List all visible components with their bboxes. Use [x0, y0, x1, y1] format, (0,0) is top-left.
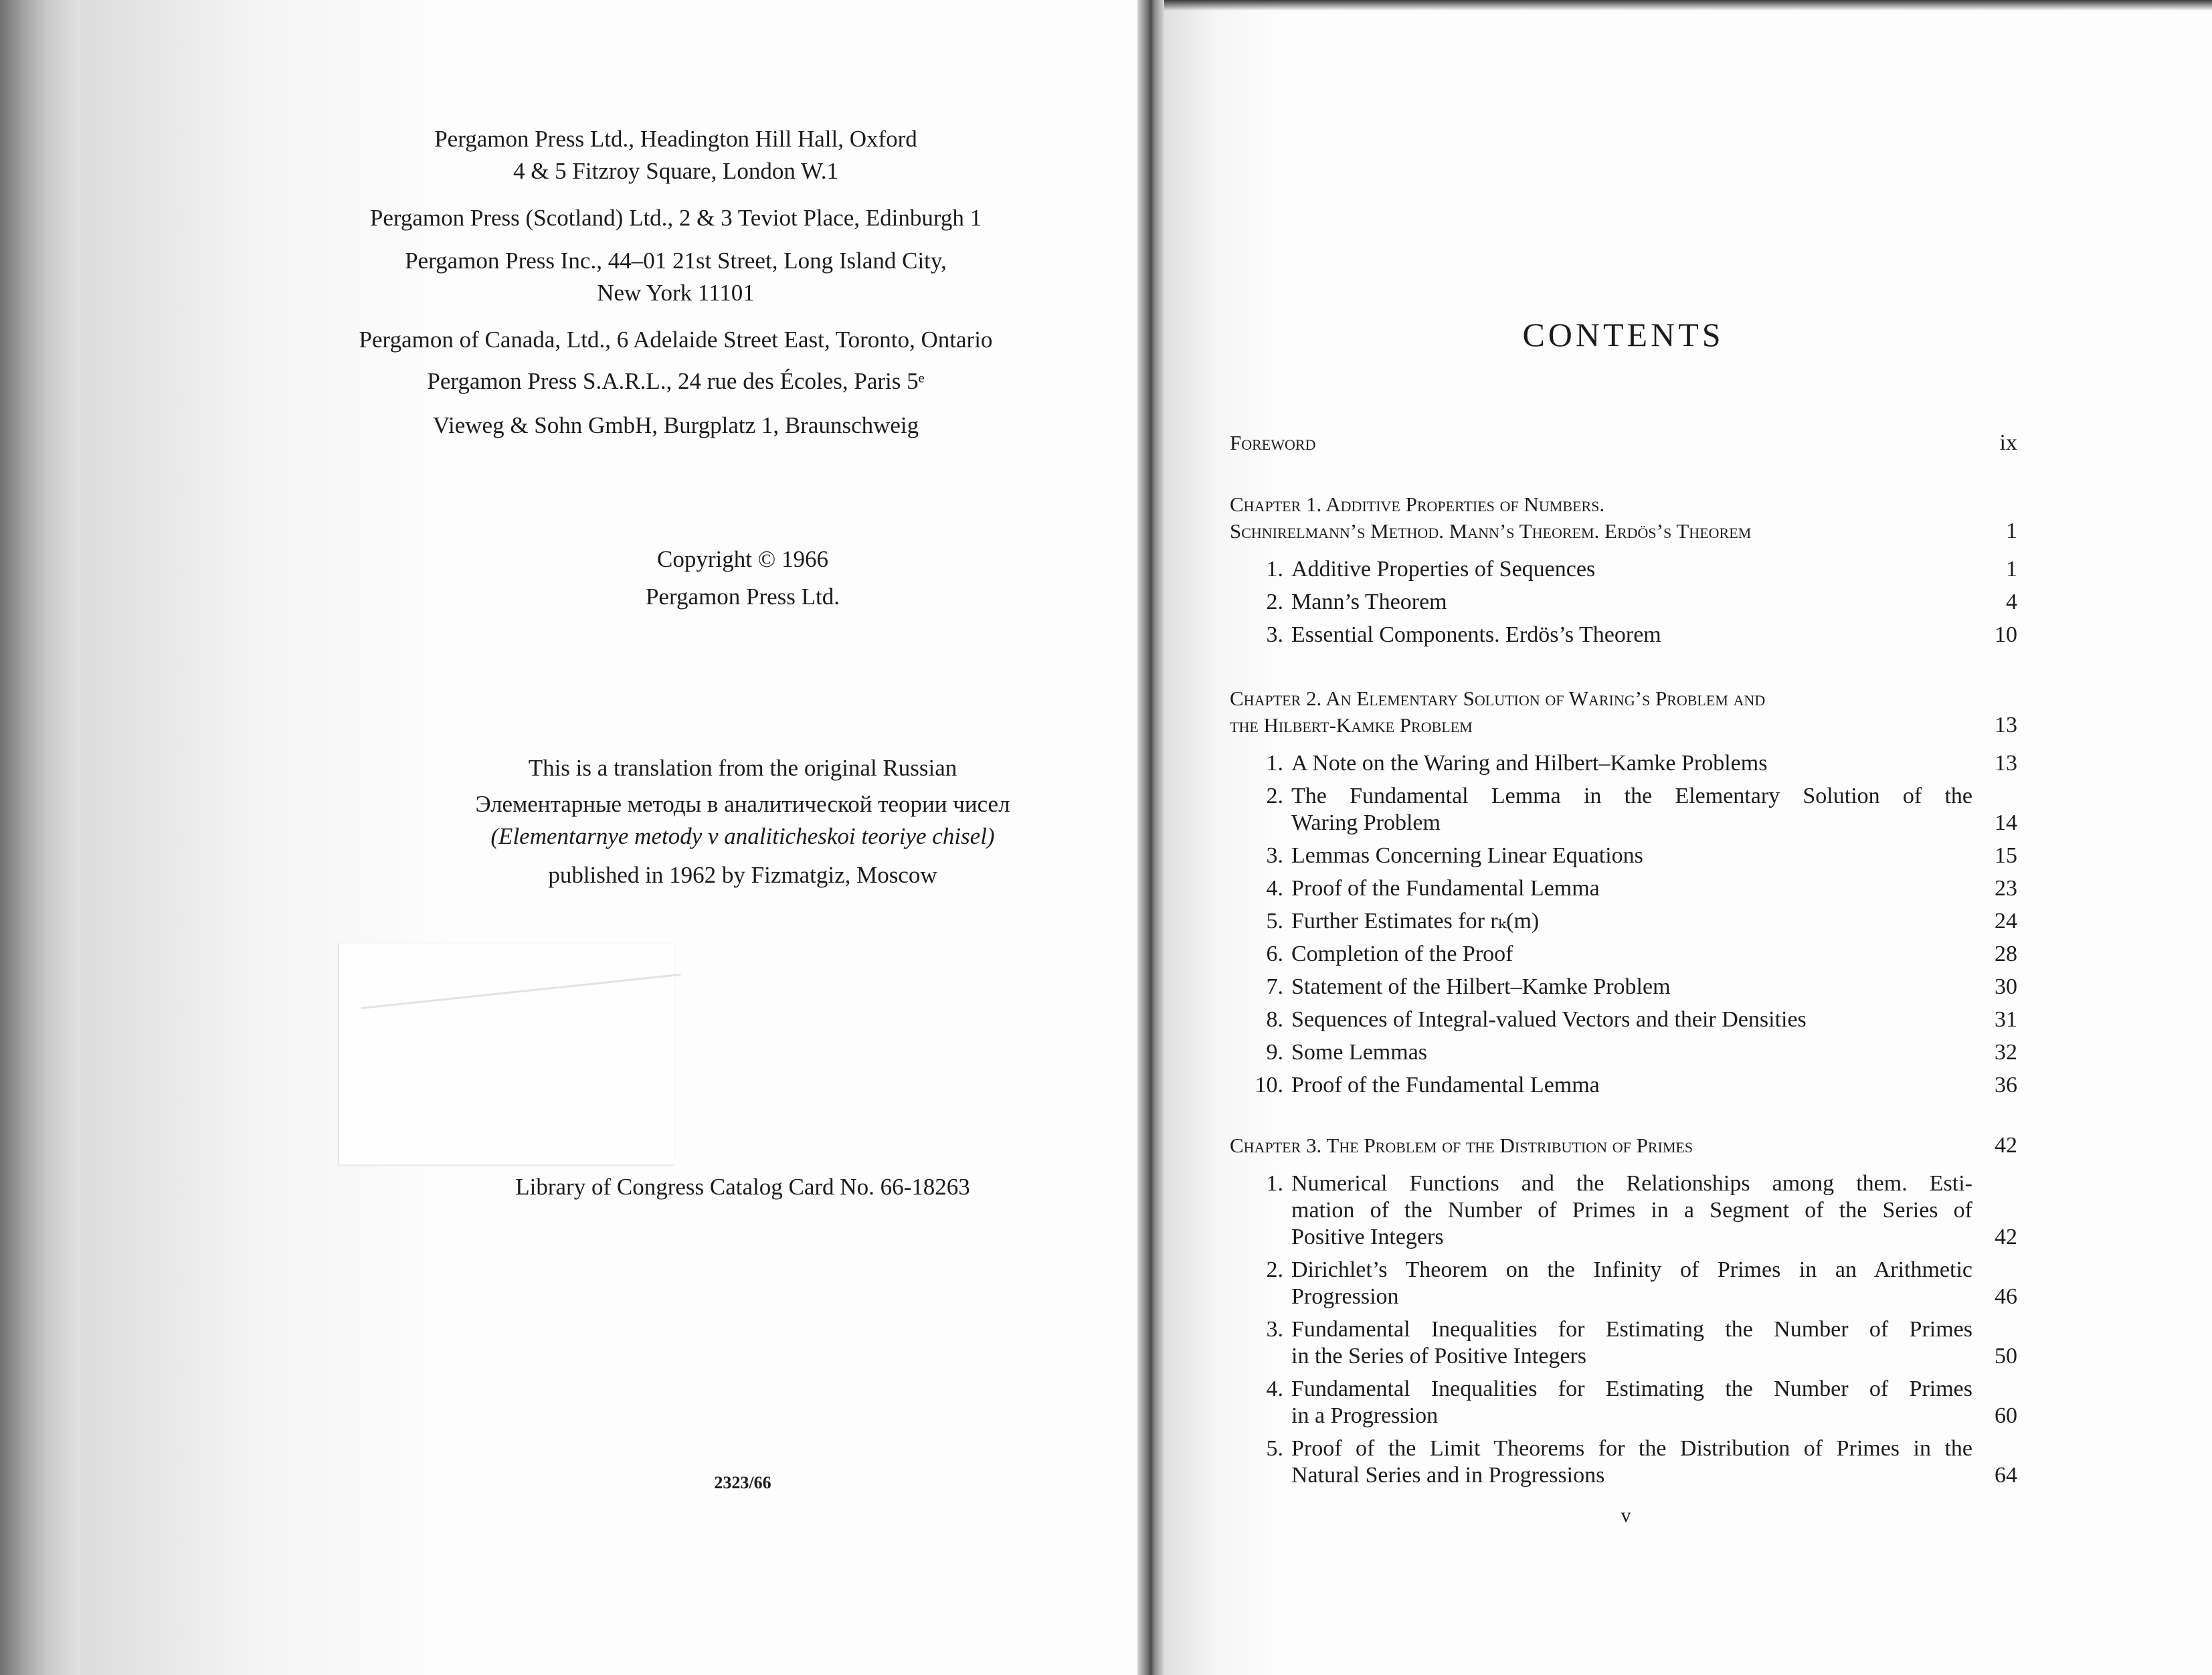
toc-section: [1230, 1072, 1972, 1099]
print-code: 2323/66: [714, 1473, 771, 1492]
section-number: 5.: [1266, 909, 1283, 934]
section-number: 2.: [1266, 590, 1283, 614]
section-number: 3.: [1266, 1317, 1283, 1342]
section-number: 1.: [1266, 1171, 1283, 1196]
section-title-line: Additive Properties of Sequences: [1291, 557, 1596, 582]
section-title-line: Dirichlet’s Theorem on the Infinity of Primes in an Arithmetic: [1291, 1257, 1972, 1282]
publisher-line: Pergamon Press Inc., 44–01 21st Street, Long Island City,: [405, 248, 947, 274]
section-number: 2.: [1266, 784, 1283, 808]
section-page: 46: [1995, 1284, 2017, 1309]
section-title-line: mation of the Number of Primes in a Segment of the Series of: [1291, 1198, 1972, 1223]
section-number: 7.: [1266, 974, 1283, 999]
toc-section: [1230, 1039, 1972, 1066]
toc-section: [1230, 750, 1972, 777]
section-title-line: Positive Integers: [1291, 1225, 1444, 1249]
original-publication: published in 1962 by Fizmatgiz, Moscow: [548, 862, 937, 888]
transliterated-title: (Elementarnye metody v analiticheskoi teoriye chisel): [490, 823, 995, 849]
chapter-heading: Chapter 1. Additive Properties of Numbers.: [1230, 493, 1605, 516]
copyright-line: Copyright © 1966: [656, 546, 829, 572]
foreword-label: Foreword: [1230, 431, 1316, 454]
section-title-line: in the Series of Positive Integers: [1291, 1344, 1586, 1369]
toc-section: [1230, 974, 1972, 1000]
section-page: 14: [1995, 810, 2017, 835]
chapter-page: 42: [1995, 1133, 2017, 1158]
section-number: 3.: [1266, 843, 1283, 868]
section-number: 2.: [1266, 1257, 1283, 1282]
foreword-page: ix: [1999, 430, 2017, 455]
page-edge-shadow: [1164, 0, 2212, 11]
toc-section: [1230, 875, 1972, 902]
section-title-line: Waring Problem: [1291, 810, 1441, 835]
toc-section: [1230, 556, 1972, 583]
section-title-line: Proof of the Fundamental Lemma: [1291, 876, 1600, 901]
toc-section: [1230, 1170, 1972, 1251]
section-number: 10.: [1255, 1073, 1283, 1097]
publisher-line: 4 & 5 Fitzroy Square, London W.1: [513, 158, 839, 184]
publisher-line: Pergamon Press Ltd., Headington Hill Hall, Oxford: [434, 126, 917, 152]
section-number: 8.: [1266, 1007, 1283, 1032]
section-number: 4.: [1266, 876, 1283, 901]
toc-section: [1230, 589, 1972, 616]
section-number: 1.: [1266, 751, 1283, 776]
section-number: 5.: [1266, 1436, 1283, 1461]
toc-section: [1230, 783, 1972, 836]
publisher-line: Pergamon Press (Scotland) Ltd., 2 & 3 Teviot Place, Edinburgh 1: [369, 205, 982, 231]
toc-section: [1230, 1316, 1972, 1370]
publisher-line: New York 11101: [597, 280, 755, 306]
section-title-line: Natural Series and in Progressions: [1291, 1463, 1605, 1488]
section-title-line: in a Progression: [1291, 1403, 1439, 1428]
chapter-page: 1: [2006, 519, 2017, 543]
section-page: 13: [1995, 751, 2017, 776]
section-title-line: Fundamental Inequalities for Estimating the Number of Primes: [1291, 1317, 1972, 1342]
section-title-line: A Note on the Waring and Hilbert–Kamke Problems: [1291, 751, 1768, 776]
toc-section: [1230, 941, 1972, 968]
catalog-card-number: Library of Congress Catalog Card No. 66-18263: [515, 1174, 970, 1200]
book-spine-edge: [0, 0, 80, 1675]
section-page: 30: [1995, 974, 2017, 999]
contents-title: CONTENTS: [1522, 316, 1724, 353]
paper-scrap: [338, 944, 674, 1166]
section-page: 64: [1995, 1463, 2017, 1488]
toc-section: [1230, 1435, 1972, 1489]
section-title-line: Mann’s Theorem: [1291, 590, 1447, 614]
section-page: 24: [1995, 909, 2017, 934]
section-page: 42: [1995, 1225, 2017, 1249]
section-title-line: Proof of the Limit Theorems for the Distribution of Primes in the: [1291, 1436, 1972, 1461]
section-number: 9.: [1266, 1040, 1283, 1065]
section-title-line: Progression: [1291, 1284, 1399, 1309]
toc-section: [1230, 908, 1972, 935]
section-title-line: The Fundamental Lemma in the Elementary Solution of the: [1291, 784, 1972, 808]
section-title-line: Essential Components. Erdös’s Theorem: [1291, 622, 1661, 647]
section-title-line: Sequences of Integral-valued Vectors and their Densities: [1291, 1007, 1807, 1032]
toc-section: [1230, 1006, 1972, 1033]
section-page: 15: [1995, 843, 2017, 868]
toc-section: [1230, 1376, 1972, 1429]
chapter-heading: Chapter 2. An Elementary Solution of Waring’s Problem and: [1230, 687, 1766, 710]
section-number: 4.: [1266, 1377, 1283, 1401]
section-number: 1.: [1266, 557, 1283, 582]
section-number: 3.: [1266, 622, 1283, 647]
section-page: 4: [2006, 590, 2017, 614]
copyright-holder: Pergamon Press Ltd.: [645, 584, 840, 610]
section-title-line: Numerical Functions and the Relationships among them. Esti-: [1291, 1171, 1972, 1196]
chapter-heading: Schnirelmann’s Method. Mann’s Theorem. Erdös’s Theorem: [1230, 519, 1752, 543]
section-title-line: Lemmas Concerning Linear Equations: [1291, 843, 1643, 868]
section-title-line: Completion of the Proof: [1291, 942, 1513, 966]
chapter-page: 13: [1995, 713, 2017, 737]
section-title-line: Statement of the Hilbert–Kamke Problem: [1291, 974, 1671, 999]
section-page: 23: [1995, 876, 2017, 901]
toc-section: [1230, 1257, 1972, 1310]
section-page: 1: [2006, 557, 2017, 582]
translation-note: This is a translation from the original Russian: [528, 755, 957, 781]
section-page: 31: [1995, 1007, 2017, 1032]
section-page: 36: [1995, 1073, 2017, 1097]
chapter-heading: Chapter 3. The Problem of the Distribution of Primes: [1230, 1134, 1693, 1157]
section-page: 10: [1995, 622, 2017, 647]
section-page: 28: [1995, 942, 2017, 966]
section-title-line: Proof of the Fundamental Lemma: [1291, 1073, 1600, 1097]
publisher-line: Pergamon Press S.A.R.L., 24 rue des Écoles, Paris 5ᵉ: [427, 368, 925, 394]
publisher-line: Pergamon of Canada, Ltd., 6 Adelaide Street East, Toronto, Ontario: [359, 327, 993, 353]
chapter-heading: the Hilbert-Kamke Problem: [1230, 713, 1473, 737]
section-title-line: Fundamental Inequalities for Estimating the Number of Primes: [1291, 1377, 1972, 1401]
section-page: 50: [1995, 1344, 2017, 1369]
russian-title: Элементарные методы в аналитической теории чисел: [475, 791, 1010, 817]
toc-section: [1230, 843, 1972, 869]
page-folio: v: [1621, 1504, 1631, 1526]
publisher-line: Vieweg & Sohn GmbH, Burgplatz 1, Braunschweig: [432, 412, 919, 438]
section-title-line: Further Estimates for rₖ(m): [1291, 909, 1540, 934]
toc-section: [1230, 622, 1972, 648]
section-title-line: Some Lemmas: [1291, 1040, 1428, 1065]
section-page: 32: [1995, 1040, 2017, 1065]
section-number: 6.: [1266, 942, 1283, 966]
section-page: 60: [1995, 1403, 2017, 1428]
